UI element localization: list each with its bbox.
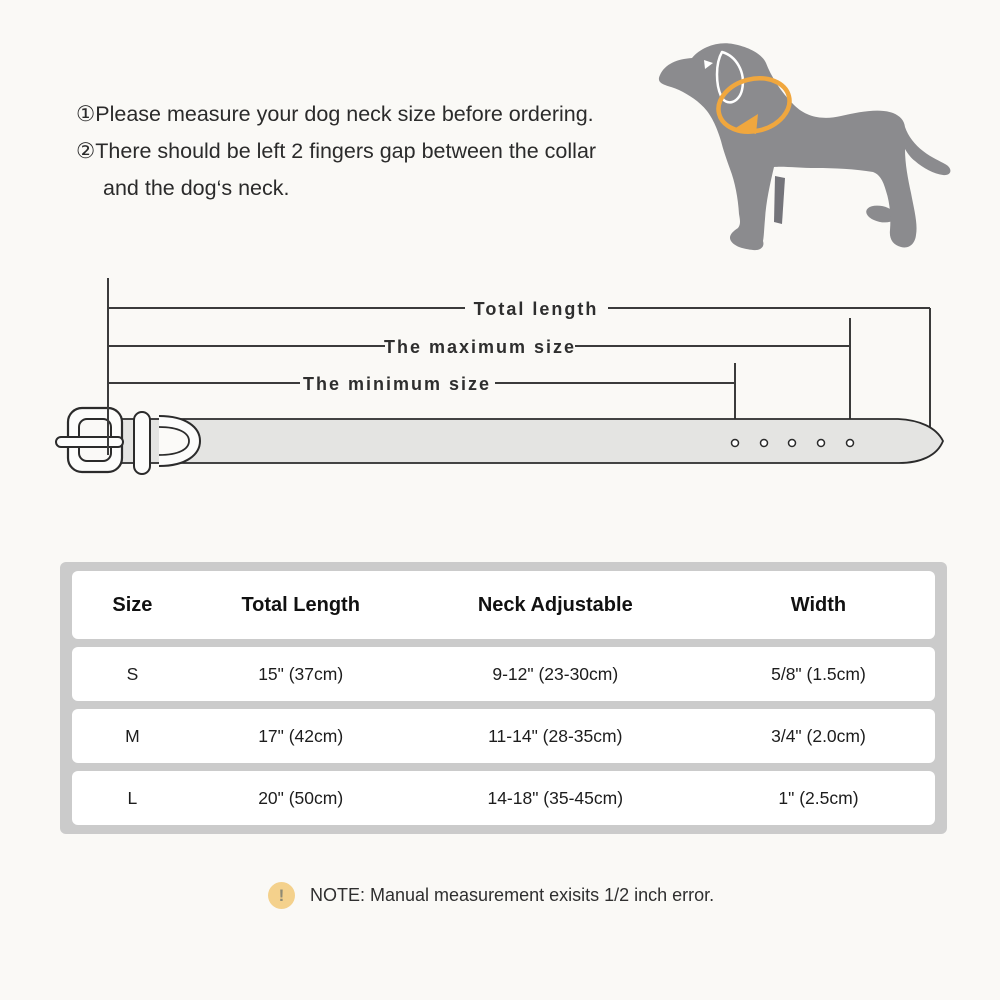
dog-silhouette [652,28,964,266]
cell-total-length: 15" (37cm) [258,663,344,684]
cell-width: 3/4" (2.0cm) [771,725,866,746]
table-row [72,771,935,825]
measuring-instructions [76,96,636,207]
note-text: NOTE: Manual measurement exisits 1/2 inch error. [310,885,715,905]
header-width: Width [790,593,847,616]
cell-size: S [126,663,139,684]
table-header-row [72,571,935,639]
collar-buckle-pin [56,437,123,447]
measurement-label-total-length: Total length [473,299,599,319]
cell-neck-adjustable: 14-18" (35-45cm) [487,787,624,808]
cell-width: 5/8" (1.5cm) [771,663,866,684]
cell-total-length: 17" (42cm) [258,725,344,746]
table-row [72,647,935,701]
header-neck-adjustable: Neck Adjustable [477,593,633,616]
cell-neck-adjustable: 11-14" (28-35cm) [488,725,623,746]
measurement-note [268,882,714,909]
cell-size: M [125,725,140,746]
measurement-label-minimum-size: The minimum size [302,374,492,394]
instruction-step-2: ②There should be left 2 fingers gap between the collar and the dog‘s neck. [76,139,597,200]
cell-total-length: 20" (50cm) [258,787,344,808]
dog-illustration [652,28,964,266]
instruction-step-1: ①Please measure your dog neck size before ordering. [76,102,594,126]
cell-width: 1" (2.5cm) [778,787,859,808]
cell-size: L [127,787,138,808]
exclamation-icon: ! [268,882,295,909]
header-total-length: Total Length [241,593,360,616]
dog-far-front-leg [774,176,785,224]
collar-keeper-loop [134,412,150,474]
cell-neck-adjustable: 9-12" (23-30cm) [492,663,619,684]
size-chart-table [60,562,947,834]
header-size: Size [112,593,153,616]
dog-body [659,43,951,250]
measurement-label-maximum-size: The maximum size [383,337,577,357]
table-row [72,709,935,763]
collar-diagram [0,270,1000,500]
